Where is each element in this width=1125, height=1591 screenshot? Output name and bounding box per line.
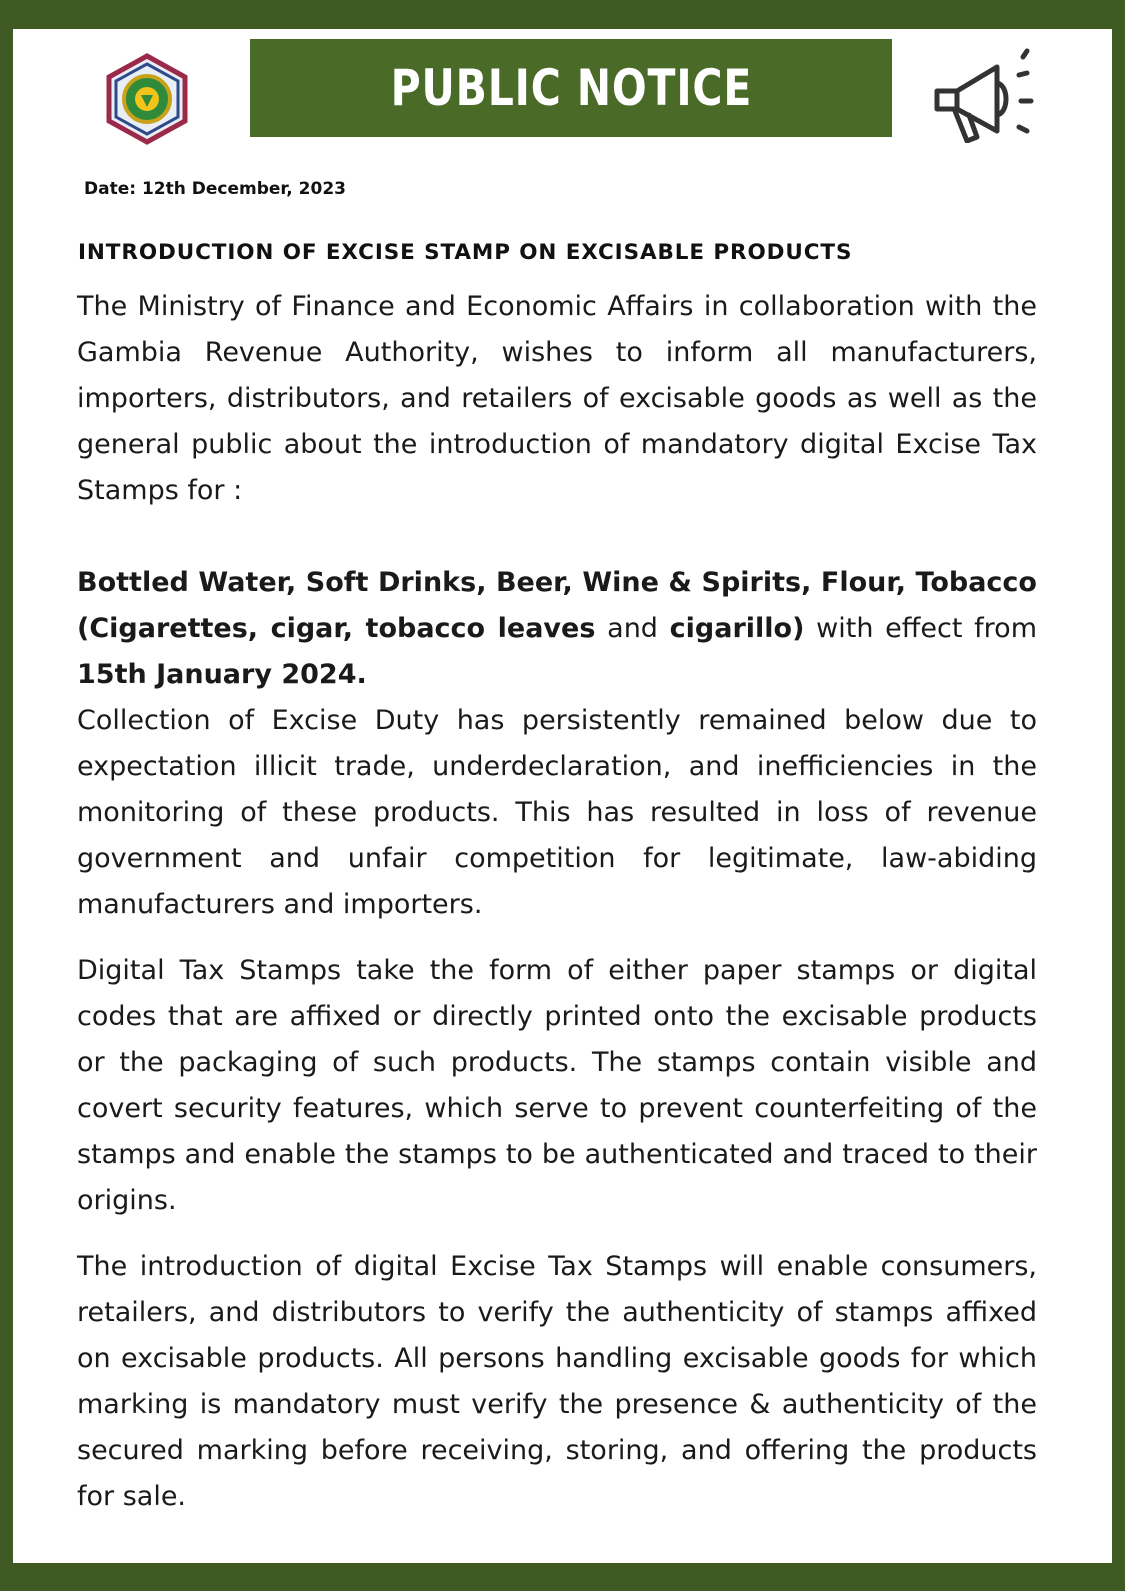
megaphone-icon <box>923 43 1035 143</box>
products-list: Bottled Water, Soft Drinks, Beer, Wine & Spirits, Flour, Tobacco (Cigarettes, cigar, tobacco leaves <box>77 567 1037 644</box>
effect-text: with effect from <box>804 613 1037 644</box>
notice-heading: INTRODUCTION OF EXCISE STAMP ON EXCISABLE PRODUCTS <box>78 240 853 265</box>
paragraph-verification: The introduction of digital Excise Tax Stamps will enable consumers, retailers, and distributors to verify the authenticity of stamps affixed on excisable products. All persons handling excisable goods for which marking is mandatory must verify the presence & authenticity of the secured marking before receiving, storing, and offering the products for sale. <box>77 1251 1037 1512</box>
paragraph-products <box>77 560 1037 698</box>
products-last: cigarillo) <box>669 613 805 644</box>
paragraph-collection: Collection of Excise Duty has persistently remained below due to expectation illicit trade, underdeclaration, and inefficiencies in the monitoring of these products. This has resulted in loss of revenue government and unfair competition for legitimate, law-abiding manufacturers and importers. <box>77 705 1037 920</box>
notice-sheet <box>13 29 1112 1563</box>
effective-date: 15th January 2024. <box>77 659 367 690</box>
page-title: PUBLIC NOTICE <box>390 59 752 117</box>
public-notice-banner <box>250 39 892 137</box>
notice-date: Date: 12th December, 2023 <box>84 179 346 199</box>
gra-crest-icon <box>101 53 193 145</box>
paragraph-intro: The Ministry of Finance and Economic Affairs in collaboration with the Gambia Revenue Authority, wishes to inform all manufacturers, importers, distributors, and retailers of excisable goods as well as the general public about the introduction of mandatory digital Excise Tax Stamps for : <box>77 291 1037 506</box>
notice-body <box>77 284 1037 1520</box>
paragraph-stamps: Digital Tax Stamps take the form of either paper stamps or digital codes that are affixed or directly printed onto the excisable products or the packaging of such products. The stamps contain visible and covert security features, which serve to prevent counterfeiting of the stamps and enable the stamps to be authenticated and traced to their origins. <box>77 955 1037 1216</box>
products-and: and <box>595 613 670 644</box>
